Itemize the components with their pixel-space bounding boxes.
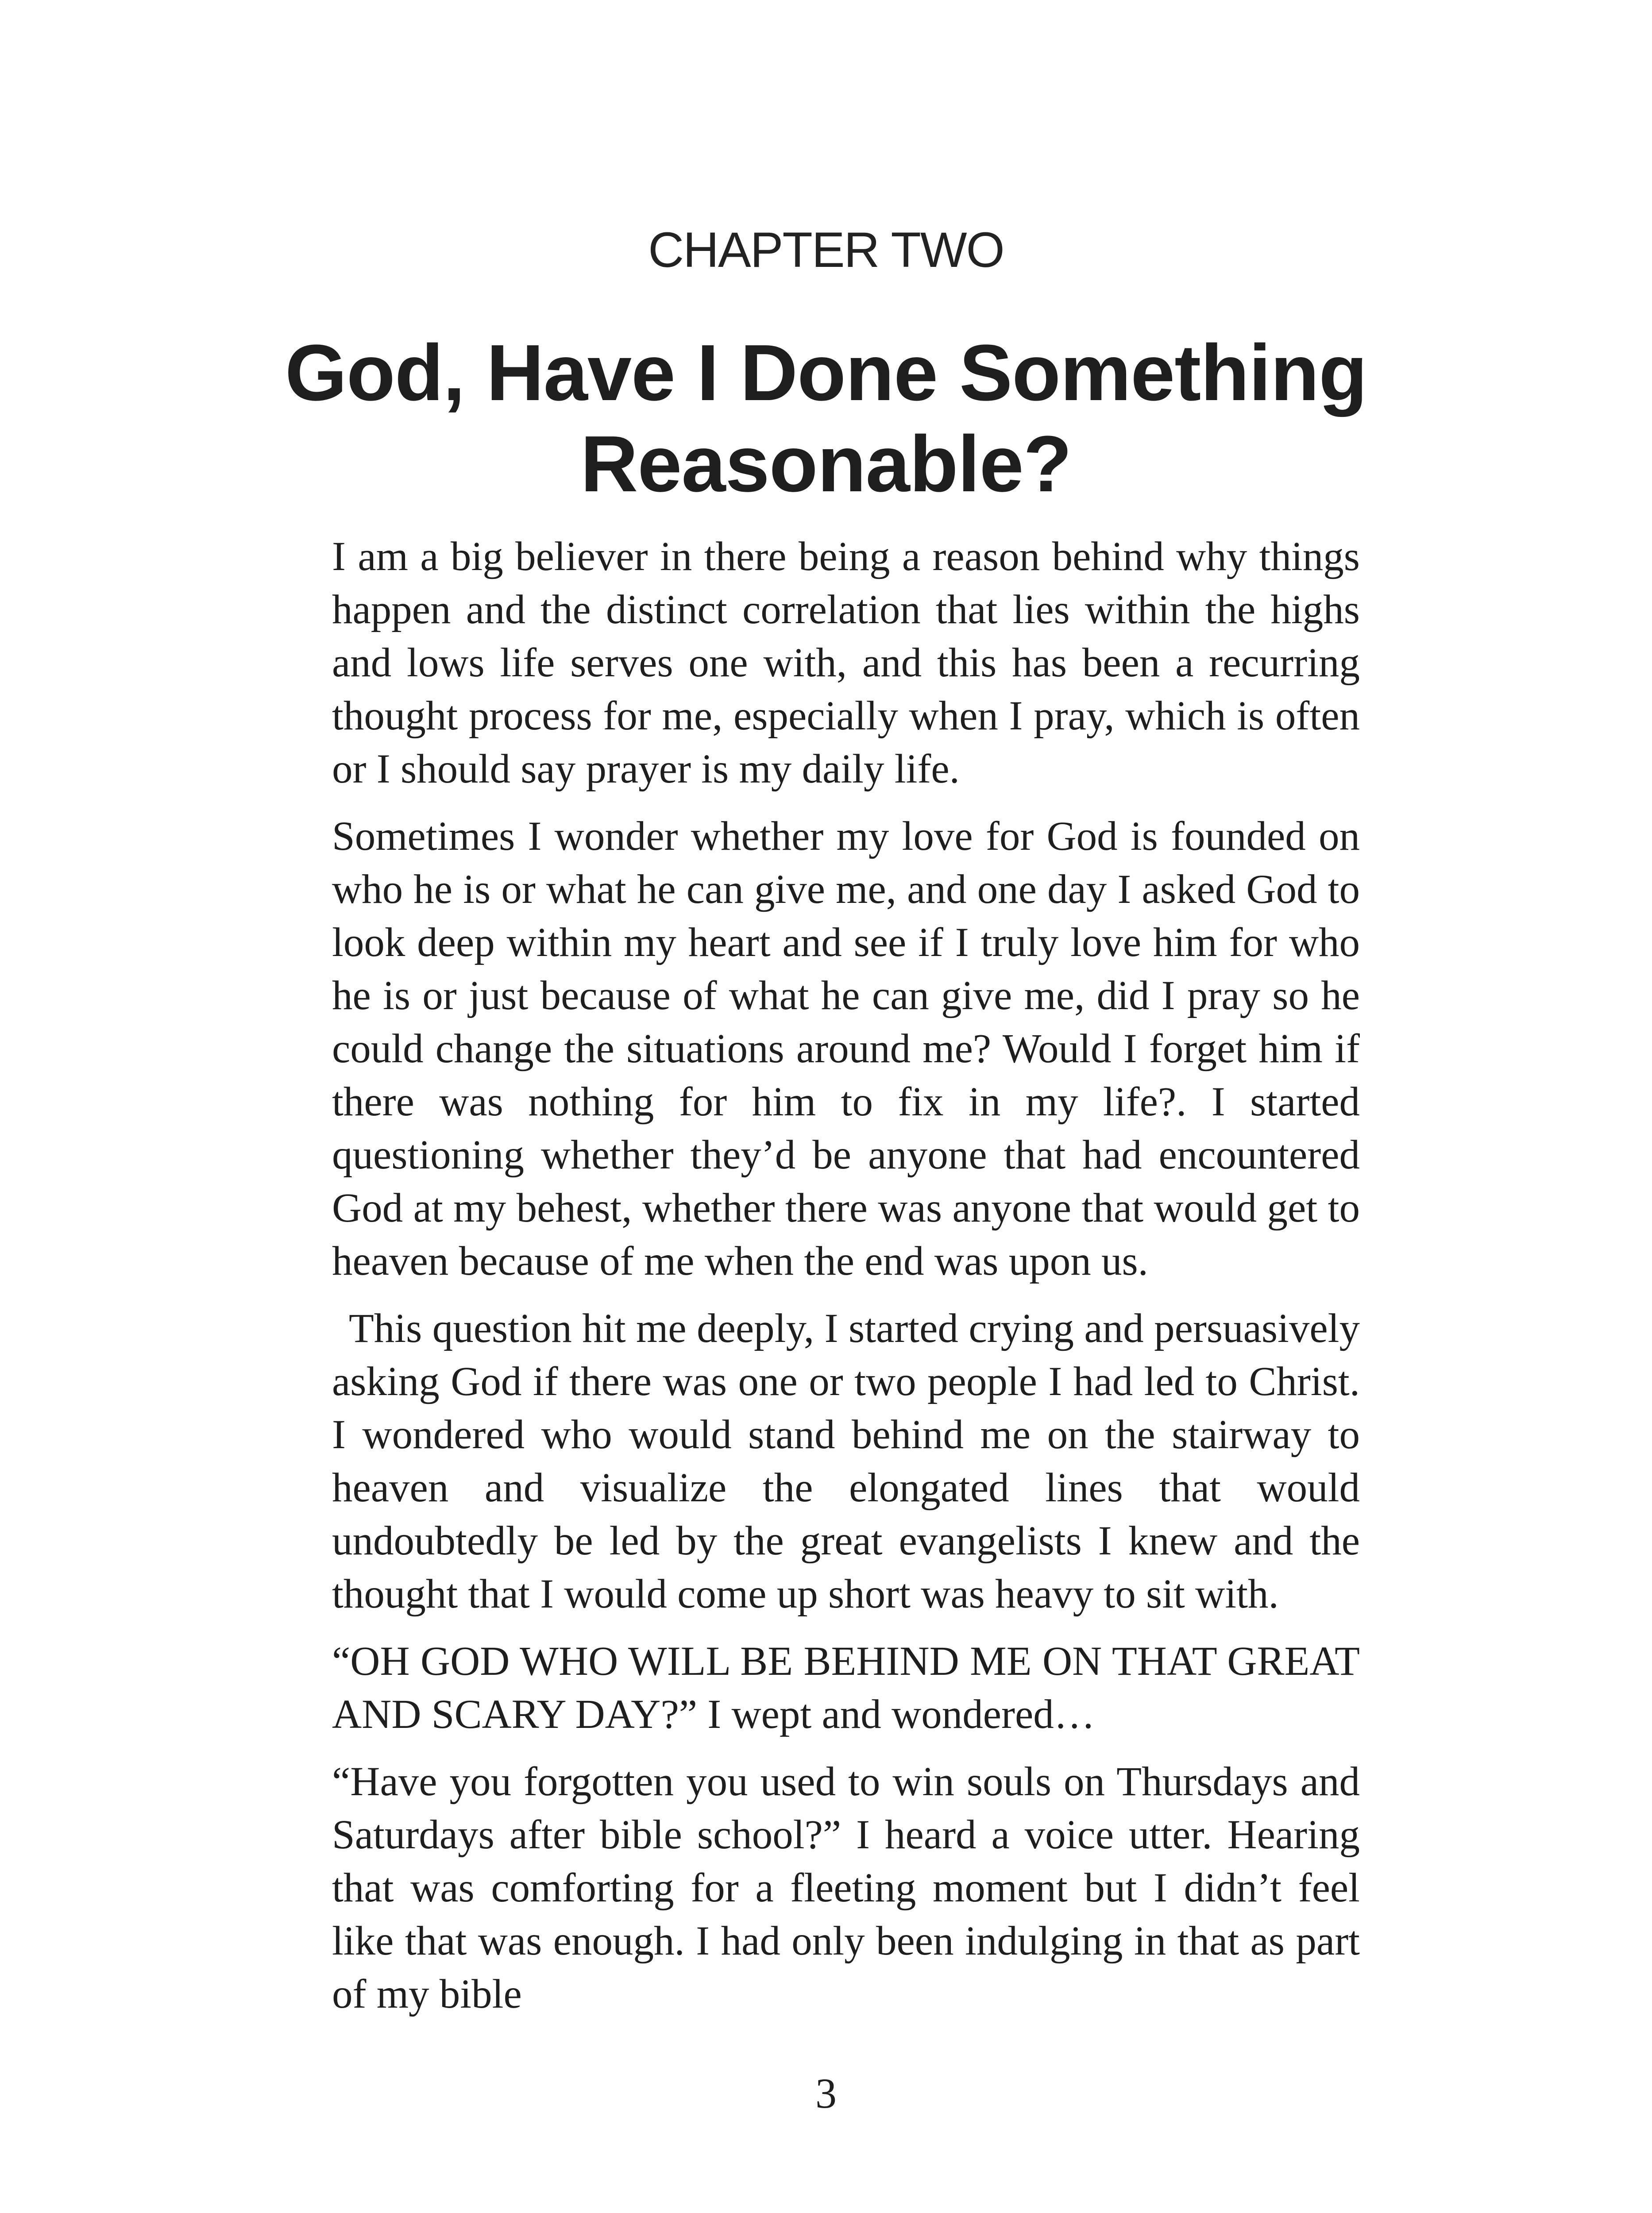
paragraph: “Have you forgotten you used to win souls on Thursdays and Saturdays after bible school?” I heard a voice utter. Hearing that was comforting for a fleeting moment but I didn’t feel like that was enough. I had only been indulging in that as part of my bible [332, 1759, 1360, 2017]
chapter-title: God, Have I Done Something Reasonable? [285, 328, 1367, 509]
chapter-body [332, 530, 1360, 2035]
paragraph: Sometimes I wonder whether my love for God is founded on who he is or what he can give me, and one day I asked God to look deep within my heart and see if I truly love him for who he is or just because of what he can give me, did I pray so he could change the situations around me? Would I forget him if there was nothing for him to fix in my life?. I started questioning whether they’d be anyone that had encountered God at my behest, whether there was anyone that would get to heaven because of me when the end was upon us. [332, 813, 1360, 1284]
chapter-label: CHAPTER TWO [648, 222, 1004, 278]
paragraph: This question hit me deeply, I started crying and persuasively asking God if there was one or two people I had led to Christ. I wondered who would stand behind me on the stairway to heaven and visualize the elongated lines that would undoubtedly be led by the great evangelists I knew and the thought that I would come up short was heavy to sit with. [332, 1306, 1360, 1617]
paragraph: “OH GOD WHO WILL BE BEHIND ME ON THAT GREAT AND SCARY DAY?” I wept and wondered… [332, 1639, 1360, 1737]
page-number: 3 [815, 2070, 837, 2117]
paragraph: I am a big believer in there being a reason behind why things happen and the distinct correlation that lies within the highs and lows life serves one with, and this has been a recurring thought process for me, especially when I pray, which is often or I should say prayer is my daily life. [332, 534, 1360, 792]
